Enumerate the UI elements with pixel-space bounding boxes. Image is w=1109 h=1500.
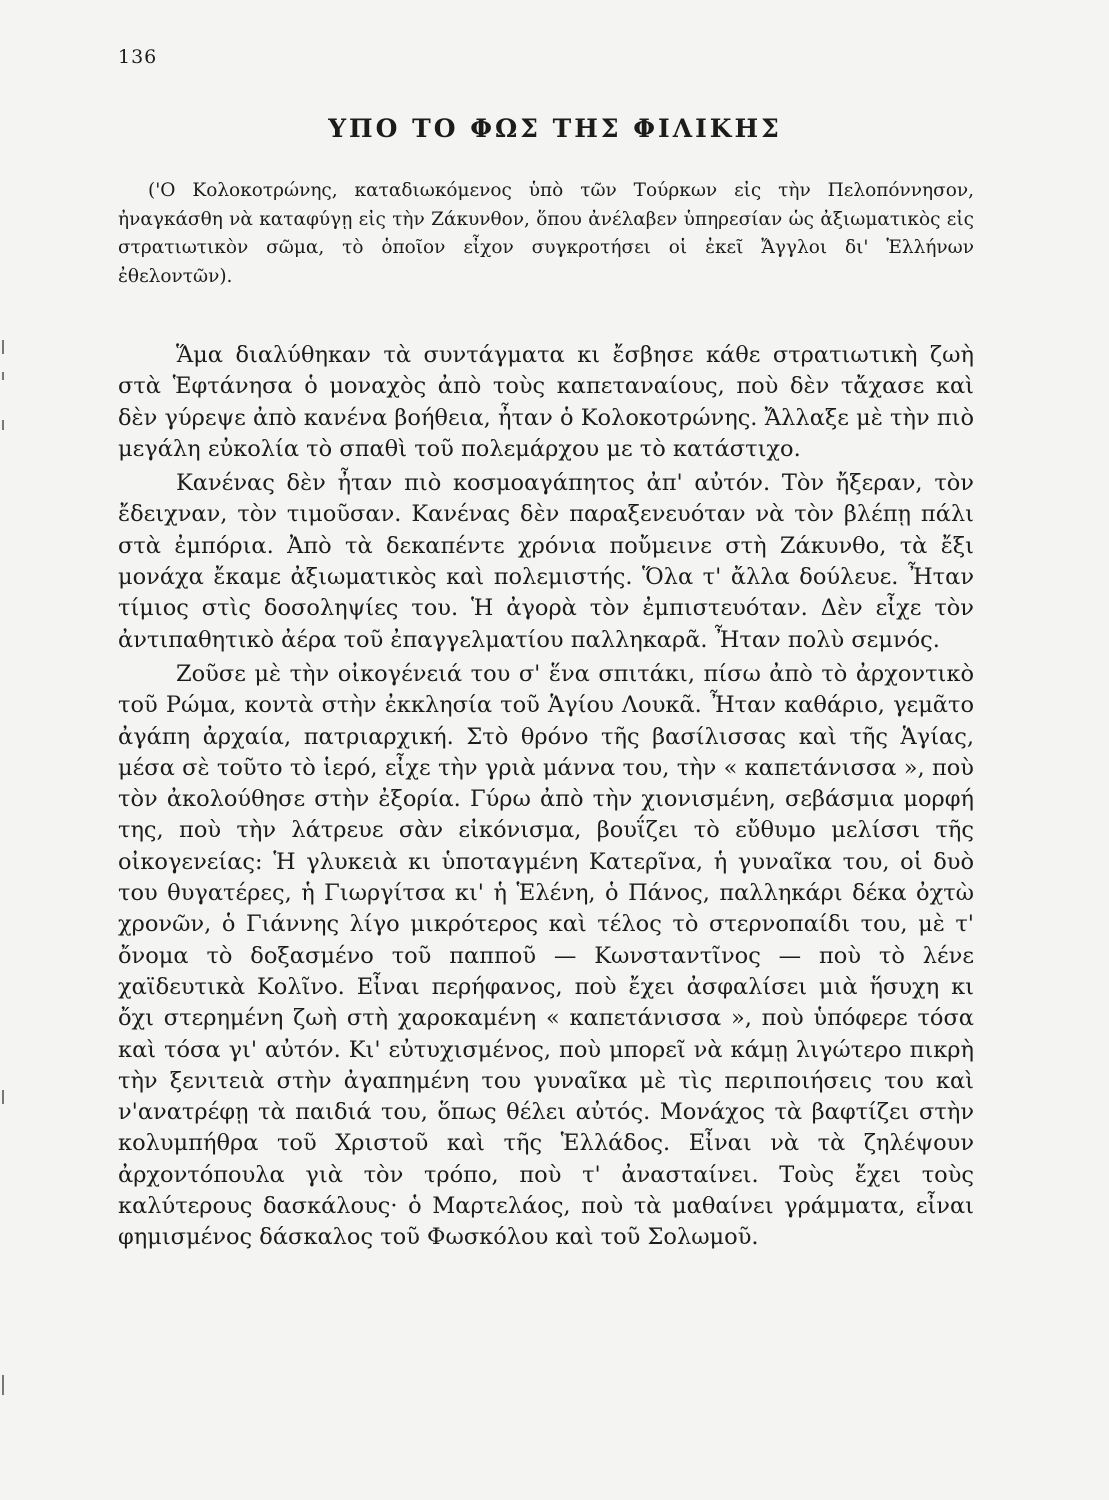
paragraph: Κανένας δὲν ἦταν πιὸ κοσμοαγάπητος ἀπ' αὐτόν. Τὸν ἤξεραν, τὸν ἔδειχναν, τὸν τιμοῦσαν. Κανένας δὲν παραξενευόταν νὰ τὸν βλέπῃ πάλι στὰ ἐμπόρια. Ἀπὸ τὰ δεκαπέντε χρόνια ποὔμεινε στὴ Ζάκυνθο, τὰ ἔξι μονάχα ἔκαμε ἀξιωματικὸς καὶ πολεμιστής. Ὅλα τ' ἄλλα δούλευε. Ἦταν τίμιος στὶς δοσοληψίες του. Ἡ ἀγορὰ τὸν ἐμπιστευόταν. Δὲν εἶχε τὸν ἀντιπαθητικὸ ἀέρα τοῦ ἐπαγγελματίου παλληκαρᾶ. Ἦταν πολὺ σεμνός. — [118, 470, 974, 653]
intro-note: ('Ο Κολοκοτρώνης, καταδιωκόμενος ὑπὸ τῶν Τούρκων εἰς τὴν Πελοπόννησον, ἠναγκάσθη νὰ καταφύγῃ εἰς τὴν Ζάκυνθον, ὅπου ἀνέλαβεν ὑπηρεσίαν ὡς ἀξιωματικὸς εἰς στρατιωτικὸν σῶμα, τὸ ὁποῖον εἶχον συγκροτήσει οἱ ἐκεῖ Ἄγγλοι δι' Ἑλλήνων ἐθελοντῶν). — [118, 180, 974, 287]
paragraph: Ἅμα διαλύθηκαν τὰ συντάγματα κι ἔσβησε κάθε στρατιωτικὴ ζωὴ στὰ Ἑφτάνησα ὁ μοναχὸς ἀπὸ τοὺς καπεταναίους, ποὺ δὲν τἄχασε καὶ δὲν γύρεψε ἀπὸ κανένα βοήθεια, ἦταν ὁ Κολοκοτρώνης. Ἄλλαξε μὲ τὴν πιὸ μεγάλη εὐκολία τὸ σπαθὶ τοῦ πολεμάρχου με τὸ κατάστιχο. — [118, 342, 974, 462]
scan-edge-marks — [0, 0, 8, 1500]
chapter-title: ΥΠΟ ΤΟ ΦΩΣ ΤΗΣ ΦΙΛΙΚΗΣ — [328, 114, 782, 143]
page-number: 136 — [118, 46, 158, 68]
paragraph: Ζοῦσε μὲ τὴν οἰκογένειά του σ' ἕνα σπιτάκι, πίσω ἀπὸ τὸ ἀρχοντικὸ τοῦ Ρώμα, κοντὰ στὴν ἐκκλησία τοῦ Ἁγίου Λουκᾶ. Ἦταν καθάριο, γεμᾶτο ἀγάπη ἀρχαία, πατριαρχική. Στὸ θρόνο τῆς βασίλισσας καὶ τῆς Ἁγίας, μέσα σὲ τοῦτο τὸ ἱερό, εἶχε τὴν γριὰ μάννα του, τὴν « καπετάνισσα », ποὺ τὸν ἀκολούθησε στὴν ἐξορία. Γύρω ἀπὸ τὴν χιονισμένη, σεβάσμια μορφή της, ποὺ τὴν λάτρευε σὰν εἰκόνισμα, βουΐζει τὸ εὔθυμο μελίσσι τῆς οἰκογενείας: Ἡ γλυκειὰ κι ὑποταγμένη Κατερῖνα, ἡ γυναῖκα του, οἱ δυὸ του θυγατέρες, ἡ Γιωργίτσα κι' ἡ Ἑλένη, ὁ Πάνος, παλληκάρι δέκα ὀχτὼ χρονῶν, ὁ Γιάννης λίγο μικρότερος καὶ τέλος τὸ στερνοπαίδι του, μὲ τ' ὄνομα τὸ δοξασμένο τοῦ παπποῦ — Κωνσταντῖνος — ποὺ τὸ λένε χαϊδευτικὰ Κολῖνο. Εἶναι περήφανος, ποὺ ἔχει ἀσφαλίσει μιὰ ἥσυχη κι ὄχι στερημένη ζωὴ στὴ χαροκαμένη « καπετάνισσα », ποὺ ὑπόφερε τόσα καὶ τόσα γι' αὐτόν. Κι' εὐτυχισμένος, ποὺ μπορεῖ νὰ κάμῃ λιγώτερο πικρὴ τὴν ξενιτειὰ στὴν ἀγαπημένη του γυναῖκα μὲ τὶς περιποιήσεις του καὶ ν'ανατρέφῃ τὰ παιδιά του, ὅπως θέλει αὐτός. Μονάχος τὰ βαφτίζει στὴν κολυμπήθρα τοῦ Χριστοῦ καὶ τῆς Ἑλλάδος. Εἶναι νὰ τὰ ζηλέψουν ἀρχοντόπουλα γιὰ τὸν τρόπο, ποὺ τ' ἀνασταίνει. Τοὺς ἔχει τοὺς καλύτερους δασκάλους· ὁ Μαρτελάος, ποὺ τὰ μαθαίνει γράμματα, εἶναι φημισμένος δάσκαλος τοῦ Φωσκόλου καὶ τοῦ Σολωμοῦ. — [118, 660, 974, 1251]
body-text — [118, 340, 974, 1257]
